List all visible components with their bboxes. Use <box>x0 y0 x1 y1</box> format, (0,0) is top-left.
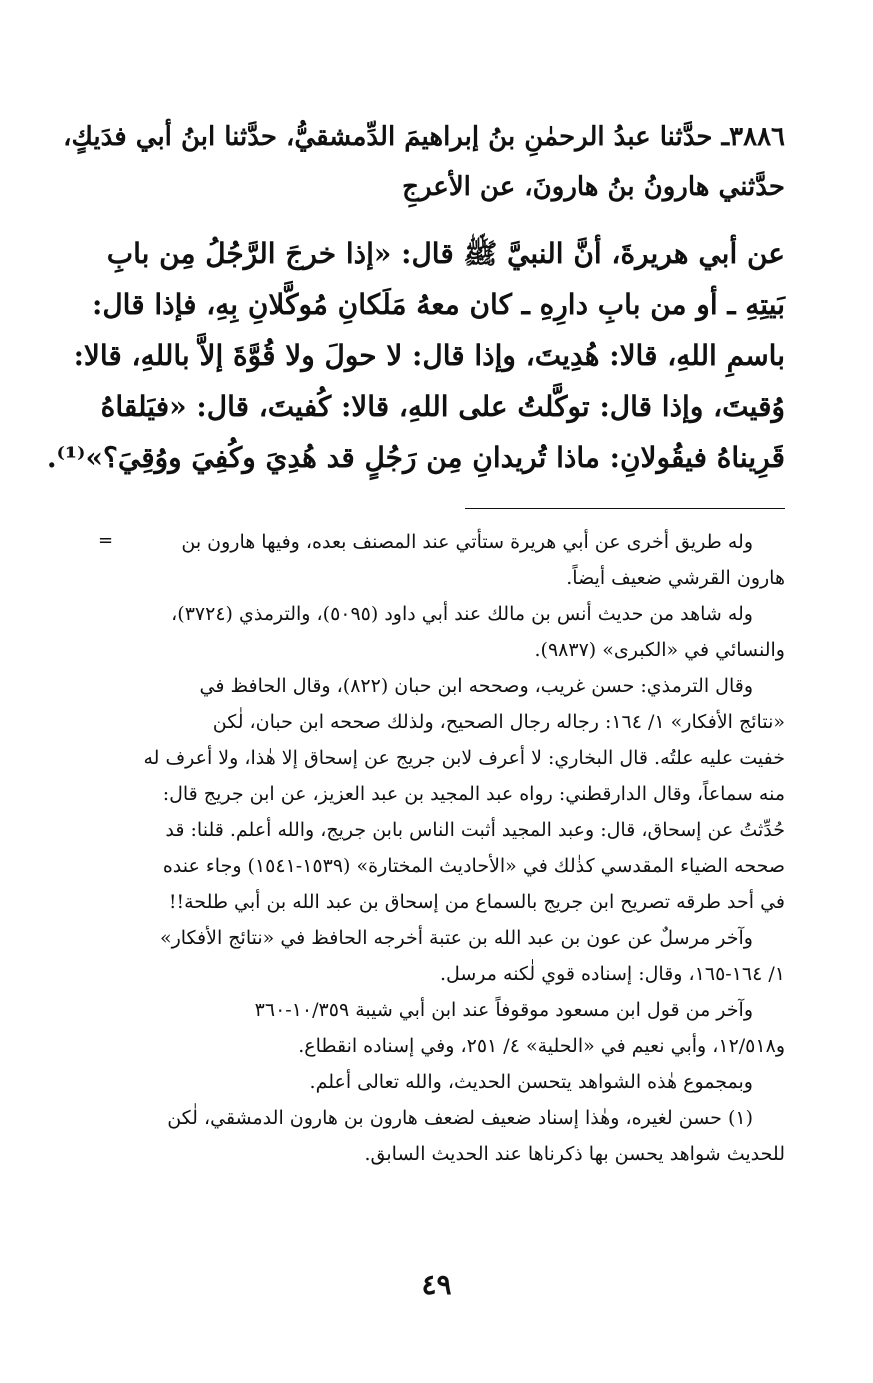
hadith-matn <box>46 228 785 483</box>
footnote-line: وآخر من قول ابن مسعود موقوفاً عند ابن أبي شيبة ١٠/٣٥٩-٣٦٠ <box>254 999 753 1021</box>
footnote-line: ١/ ١٦٤-١٦٥، وقال: إسناده قوي لٰكنه مرسل. <box>439 963 785 985</box>
footnote-paragraph <box>88 920 785 992</box>
matn-line: باسمِ اللهِ، قالا: هُدِيتَ، وإذا قال: لا حولَ ولا قُوَّةَ إلاَّ باللهِ، قالا: <box>73 339 785 372</box>
page-number: ٤٩ <box>421 1268 452 1301</box>
footnote-line: و١٢/٥١٨، وأبي نعيم في «الحلية» ٤/ ٢٥١، وفي إسناده انقطاع. <box>298 1035 785 1057</box>
isnad-line: ٣٨٨٦ـ حدَّثنا عبدُ الرحمٰنِ بنُ إبراهيمَ الدِّمشقيُّ، حدَّثنا ابنُ أبي فدَيكٍ، <box>63 122 785 152</box>
footnote-paragraph <box>88 1100 785 1172</box>
footnote-line: صححه الضياء المقدسي كذٰلك في «الأحاديث المختارة» (١٥٣٩-١٥٤١) وجاء عنده <box>162 855 785 877</box>
footnote-line: وله شاهد من حديث أنس بن مالك عند أبي داود (٥٠٩٥)، والترمذي (٣٧٢٤)، <box>171 603 753 625</box>
matn-line: عن أبي هريرةَ، أنَّ النبيَّ ﷺ قال: «إذا خرجَ الرَّجُلُ مِن بابِ <box>106 237 785 270</box>
footnote-line: وله طريق أخرى عن أبي هريرة ستأتي عند المصنف بعده، وفيها هارون بن <box>181 531 753 553</box>
footnote-line: وبمجموع هٰذه الشواهد يتحسن الحديث، والله تعالى أعلم. <box>309 1071 753 1093</box>
footnote-continuation-mark: = <box>98 530 114 551</box>
matn-line: وُقيتَ، وإذا قال: توكَّلتُ على اللهِ، قالا: كُفيتَ، قال: «فيَلقاهُ <box>100 390 785 423</box>
footnote-paragraph <box>88 1064 785 1100</box>
isnad-line: حدَّثني هارونُ بنُ هارونَ، عن الأعرجِ <box>402 172 785 202</box>
footnote-paragraph <box>88 596 785 668</box>
footnote-line: هارون القرشي ضعيف أيضاً. <box>566 567 785 589</box>
footnote-line: خفيت عليه علتُه. قال البخاري: لا أعرف لابن جريج عن إسحاق إلا هٰذا، ولا أعرف له <box>143 747 785 769</box>
footnote-divider <box>465 508 785 509</box>
footnote-line: وآخر مرسلٌ عن عون بن عبد الله بن عتبة أخرجه الحافظ في «نتائج الأفكار» <box>159 927 753 949</box>
footnote-paragraph <box>88 524 785 596</box>
footnote-paragraph <box>88 668 785 920</box>
footnote-line: وقال الترمذي: حسن غريب، وصححه ابن حبان (٨٢٢)، وقال الحافظ في <box>199 675 753 697</box>
hadith-isnad <box>63 112 785 212</box>
footnote-paragraph <box>88 992 785 1064</box>
footnote-line: (١) حسن لغيره، وهٰذا إسناد ضعيف لضعف هارون بن هارون الدمشقي، لٰكن <box>167 1107 753 1129</box>
footnotes <box>88 524 785 1172</box>
footnote-line: والنسائي في «الكبرى» (٩٨٣٧). <box>534 639 785 661</box>
footnote-line: منه سماعاً، وقال الدارقطني: رواه عبد المجيد بن عبد العزيز، عن ابن جريج قال: <box>162 783 785 805</box>
footnote-line: في أحد طرقه تصريح ابن جريج بالسماع من إسحاق بن عبد الله بن أبي طلحة!! <box>168 891 785 913</box>
matn-line: قَرِيناهُ فيقُولانِ: ماذا تُريدانِ مِن رَجُلٍ قد هُدِيَ وكُفِيَ ووُقِيَ؟»⁽¹⁾. <box>46 441 785 474</box>
footnote-line: للحديث شواهد يحسن بها ذكرناها عند الحديث السابق. <box>364 1143 785 1165</box>
matn-line: بَيتِهِ ـ أو من بابِ دارِهِ ـ كان معهُ مَلَكانِ مُوكَّلانِ بِهِ، فإذا قال: <box>92 288 785 321</box>
footnote-line: حُدِّثتُ عن إسحاق، قال: وعبد المجيد أثبت الناس بابن جريج، والله أعلم. قلنا: قد <box>165 819 785 841</box>
footnote-line: «نتائج الأفكار» ١/ ١٦٤: رجاله رجال الصحيح، ولذلك صححه ابن حبان، لٰكن <box>212 711 785 733</box>
